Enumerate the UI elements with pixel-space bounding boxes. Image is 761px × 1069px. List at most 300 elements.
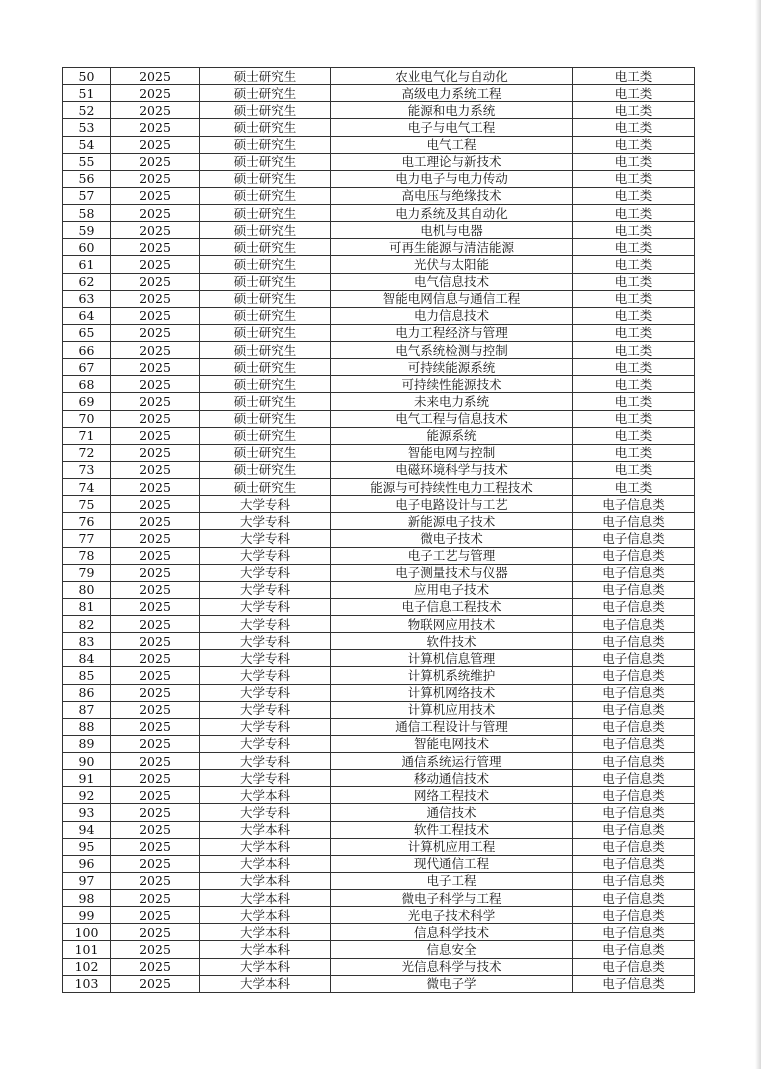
row-number-cell: 74 xyxy=(63,479,111,496)
major-name-cell: 网络工程技术 xyxy=(331,787,573,804)
table-row xyxy=(63,461,695,478)
major-category-cell: 电工类 xyxy=(573,239,695,256)
major-name-cell: 计算机网络技术 xyxy=(331,684,573,701)
major-name-cell: 电子测量技术与仪器 xyxy=(331,564,573,581)
year-cell: 2025 xyxy=(111,804,200,821)
major-name-cell: 计算机系统维护 xyxy=(331,667,573,684)
education-level-cell: 大学本科 xyxy=(200,907,331,924)
row-number-cell: 89 xyxy=(63,735,111,752)
year-cell: 2025 xyxy=(111,838,200,855)
row-number-cell: 97 xyxy=(63,872,111,889)
table-row xyxy=(63,924,695,941)
row-number-cell: 101 xyxy=(63,941,111,958)
major-category-cell: 电工类 xyxy=(573,444,695,461)
table-row xyxy=(63,290,695,307)
row-number-cell: 86 xyxy=(63,684,111,701)
row-number-cell: 82 xyxy=(63,616,111,633)
row-number-cell: 93 xyxy=(63,804,111,821)
row-number-cell: 59 xyxy=(63,222,111,239)
row-number-cell: 83 xyxy=(63,633,111,650)
education-level-cell: 硕士研究生 xyxy=(200,239,331,256)
major-category-cell: 电子信息类 xyxy=(573,907,695,924)
row-number-cell: 88 xyxy=(63,718,111,735)
table-row xyxy=(63,564,695,581)
year-cell: 2025 xyxy=(111,376,200,393)
row-number-cell: 92 xyxy=(63,787,111,804)
major-name-cell: 电力信息技术 xyxy=(331,307,573,324)
row-number-cell: 53 xyxy=(63,119,111,136)
education-level-cell: 大学本科 xyxy=(200,872,331,889)
major-category-cell: 电工类 xyxy=(573,307,695,324)
year-cell: 2025 xyxy=(111,170,200,187)
education-level-cell: 大学专科 xyxy=(200,667,331,684)
education-level-cell: 硕士研究生 xyxy=(200,359,331,376)
major-name-cell: 微电子学 xyxy=(331,975,573,992)
table-row xyxy=(63,975,695,992)
major-category-cell: 电子信息类 xyxy=(573,975,695,992)
table-row xyxy=(63,119,695,136)
row-number-cell: 78 xyxy=(63,547,111,564)
row-number-cell: 76 xyxy=(63,513,111,530)
year-cell: 2025 xyxy=(111,547,200,564)
majors-table xyxy=(62,67,695,993)
education-level-cell: 硕士研究生 xyxy=(200,427,331,444)
major-name-cell: 电气系统检测与控制 xyxy=(331,342,573,359)
major-category-cell: 电工类 xyxy=(573,273,695,290)
major-category-cell: 电子信息类 xyxy=(573,890,695,907)
row-number-cell: 87 xyxy=(63,701,111,718)
year-cell: 2025 xyxy=(111,393,200,410)
education-level-cell: 大学专科 xyxy=(200,616,331,633)
major-name-cell: 现代通信工程 xyxy=(331,855,573,872)
major-category-cell: 电工类 xyxy=(573,136,695,153)
table-row xyxy=(63,410,695,427)
major-name-cell: 电力电子与电力传动 xyxy=(331,170,573,187)
row-number-cell: 90 xyxy=(63,753,111,770)
education-level-cell: 硕士研究生 xyxy=(200,444,331,461)
major-category-cell: 电工类 xyxy=(573,170,695,187)
major-category-cell: 电工类 xyxy=(573,461,695,478)
education-level-cell: 大学本科 xyxy=(200,787,331,804)
row-number-cell: 65 xyxy=(63,324,111,341)
major-name-cell: 电子与电气工程 xyxy=(331,119,573,136)
table-row xyxy=(63,753,695,770)
row-number-cell: 71 xyxy=(63,427,111,444)
year-cell: 2025 xyxy=(111,359,200,376)
major-category-cell: 电子信息类 xyxy=(573,872,695,889)
education-level-cell: 大学专科 xyxy=(200,513,331,530)
year-cell: 2025 xyxy=(111,205,200,222)
year-cell: 2025 xyxy=(111,924,200,941)
year-cell: 2025 xyxy=(111,753,200,770)
table-row xyxy=(63,633,695,650)
row-number-cell: 68 xyxy=(63,376,111,393)
major-name-cell: 计算机应用工程 xyxy=(331,838,573,855)
row-number-cell: 55 xyxy=(63,153,111,170)
education-level-cell: 硕士研究生 xyxy=(200,153,331,170)
major-category-cell: 电子信息类 xyxy=(573,650,695,667)
education-level-cell: 大学本科 xyxy=(200,821,331,838)
major-category-cell: 电子信息类 xyxy=(573,924,695,941)
year-cell: 2025 xyxy=(111,958,200,975)
year-cell: 2025 xyxy=(111,684,200,701)
year-cell: 2025 xyxy=(111,427,200,444)
major-category-cell: 电工类 xyxy=(573,427,695,444)
table-row xyxy=(63,68,695,85)
year-cell: 2025 xyxy=(111,85,200,102)
year-cell: 2025 xyxy=(111,461,200,478)
table-row xyxy=(63,804,695,821)
major-category-cell: 电工类 xyxy=(573,290,695,307)
table-row xyxy=(63,359,695,376)
major-name-cell: 高级电力系统工程 xyxy=(331,85,573,102)
major-category-cell: 电子信息类 xyxy=(573,753,695,770)
table-row xyxy=(63,376,695,393)
table-row xyxy=(63,187,695,204)
education-level-cell: 大学专科 xyxy=(200,770,331,787)
row-number-cell: 60 xyxy=(63,239,111,256)
education-level-cell: 大学专科 xyxy=(200,530,331,547)
table-row xyxy=(63,872,695,889)
major-name-cell: 微电子技术 xyxy=(331,530,573,547)
major-category-cell: 电子信息类 xyxy=(573,547,695,564)
education-level-cell: 大学本科 xyxy=(200,924,331,941)
row-number-cell: 67 xyxy=(63,359,111,376)
row-number-cell: 91 xyxy=(63,770,111,787)
row-number-cell: 95 xyxy=(63,838,111,855)
page-edge-shadow xyxy=(755,0,761,1069)
year-cell: 2025 xyxy=(111,890,200,907)
major-name-cell: 能源与可持续性电力工程技术 xyxy=(331,479,573,496)
year-cell: 2025 xyxy=(111,855,200,872)
table-row xyxy=(63,941,695,958)
year-cell: 2025 xyxy=(111,136,200,153)
major-name-cell: 电工理论与新技术 xyxy=(331,153,573,170)
year-cell: 2025 xyxy=(111,787,200,804)
major-category-cell: 电子信息类 xyxy=(573,701,695,718)
education-level-cell: 硕士研究生 xyxy=(200,256,331,273)
year-cell: 2025 xyxy=(111,616,200,633)
major-category-cell: 电工类 xyxy=(573,85,695,102)
education-level-cell: 大学本科 xyxy=(200,890,331,907)
major-name-cell: 智能电网技术 xyxy=(331,735,573,752)
education-level-cell: 大学专科 xyxy=(200,598,331,615)
row-number-cell: 54 xyxy=(63,136,111,153)
row-number-cell: 63 xyxy=(63,290,111,307)
education-level-cell: 硕士研究生 xyxy=(200,376,331,393)
table-row xyxy=(63,256,695,273)
table-row xyxy=(63,958,695,975)
row-number-cell: 103 xyxy=(63,975,111,992)
row-number-cell: 94 xyxy=(63,821,111,838)
row-number-cell: 75 xyxy=(63,496,111,513)
table-row xyxy=(63,273,695,290)
major-category-cell: 电工类 xyxy=(573,68,695,85)
year-cell: 2025 xyxy=(111,564,200,581)
major-category-cell: 电子信息类 xyxy=(573,718,695,735)
year-cell: 2025 xyxy=(111,496,200,513)
year-cell: 2025 xyxy=(111,598,200,615)
education-level-cell: 硕士研究生 xyxy=(200,68,331,85)
year-cell: 2025 xyxy=(111,187,200,204)
education-level-cell: 硕士研究生 xyxy=(200,102,331,119)
table-row xyxy=(63,701,695,718)
education-level-cell: 大学专科 xyxy=(200,701,331,718)
year-cell: 2025 xyxy=(111,975,200,992)
major-name-cell: 新能源电子技术 xyxy=(331,513,573,530)
row-number-cell: 79 xyxy=(63,564,111,581)
major-category-cell: 电工类 xyxy=(573,410,695,427)
major-name-cell: 计算机应用技术 xyxy=(331,701,573,718)
table-row xyxy=(63,735,695,752)
major-name-cell: 物联网应用技术 xyxy=(331,616,573,633)
education-level-cell: 硕士研究生 xyxy=(200,307,331,324)
row-number-cell: 72 xyxy=(63,444,111,461)
major-category-cell: 电工类 xyxy=(573,222,695,239)
year-cell: 2025 xyxy=(111,307,200,324)
year-cell: 2025 xyxy=(111,273,200,290)
table-row xyxy=(63,667,695,684)
major-category-cell: 电子信息类 xyxy=(573,513,695,530)
year-cell: 2025 xyxy=(111,444,200,461)
row-number-cell: 62 xyxy=(63,273,111,290)
row-number-cell: 99 xyxy=(63,907,111,924)
major-name-cell: 光信息科学与技术 xyxy=(331,958,573,975)
major-category-cell: 电子信息类 xyxy=(573,735,695,752)
major-category-cell: 电工类 xyxy=(573,342,695,359)
major-category-cell: 电工类 xyxy=(573,102,695,119)
table-row xyxy=(63,838,695,855)
major-category-cell: 电工类 xyxy=(573,153,695,170)
education-level-cell: 大学专科 xyxy=(200,804,331,821)
row-number-cell: 84 xyxy=(63,650,111,667)
education-level-cell: 大学专科 xyxy=(200,496,331,513)
table-row xyxy=(63,770,695,787)
major-category-cell: 电子信息类 xyxy=(573,838,695,855)
table-row xyxy=(63,547,695,564)
major-name-cell: 电磁环境科学与技术 xyxy=(331,461,573,478)
row-number-cell: 70 xyxy=(63,410,111,427)
education-level-cell: 硕士研究生 xyxy=(200,136,331,153)
major-category-cell: 电子信息类 xyxy=(573,530,695,547)
major-name-cell: 电子信息工程技术 xyxy=(331,598,573,615)
majors-table-body xyxy=(63,68,695,993)
table-row xyxy=(63,598,695,615)
row-number-cell: 100 xyxy=(63,924,111,941)
year-cell: 2025 xyxy=(111,735,200,752)
major-category-cell: 电子信息类 xyxy=(573,821,695,838)
year-cell: 2025 xyxy=(111,581,200,598)
major-name-cell: 电气工程与信息技术 xyxy=(331,410,573,427)
major-category-cell: 电子信息类 xyxy=(573,616,695,633)
table-row xyxy=(63,324,695,341)
year-cell: 2025 xyxy=(111,530,200,547)
major-category-cell: 电工类 xyxy=(573,187,695,204)
major-category-cell: 电子信息类 xyxy=(573,633,695,650)
table-row xyxy=(63,821,695,838)
education-level-cell: 大学本科 xyxy=(200,975,331,992)
major-name-cell: 通信技术 xyxy=(331,804,573,821)
year-cell: 2025 xyxy=(111,256,200,273)
table-row xyxy=(63,650,695,667)
major-category-cell: 电工类 xyxy=(573,359,695,376)
major-name-cell: 可持续性能源技术 xyxy=(331,376,573,393)
major-name-cell: 计算机信息管理 xyxy=(331,650,573,667)
major-name-cell: 光电子技术科学 xyxy=(331,907,573,924)
table-row xyxy=(63,239,695,256)
year-cell: 2025 xyxy=(111,102,200,119)
row-number-cell: 98 xyxy=(63,890,111,907)
table-row xyxy=(63,718,695,735)
table-row xyxy=(63,855,695,872)
education-level-cell: 大学专科 xyxy=(200,547,331,564)
row-number-cell: 61 xyxy=(63,256,111,273)
table-row xyxy=(63,205,695,222)
year-cell: 2025 xyxy=(111,770,200,787)
education-level-cell: 硕士研究生 xyxy=(200,461,331,478)
row-number-cell: 77 xyxy=(63,530,111,547)
major-category-cell: 电工类 xyxy=(573,376,695,393)
major-name-cell: 电子工艺与管理 xyxy=(331,547,573,564)
major-category-cell: 电工类 xyxy=(573,479,695,496)
education-level-cell: 大学专科 xyxy=(200,735,331,752)
table-row xyxy=(63,393,695,410)
education-level-cell: 硕士研究生 xyxy=(200,85,331,102)
year-cell: 2025 xyxy=(111,290,200,307)
education-level-cell: 大学专科 xyxy=(200,753,331,770)
table-row xyxy=(63,513,695,530)
row-number-cell: 64 xyxy=(63,307,111,324)
row-number-cell: 69 xyxy=(63,393,111,410)
row-number-cell: 56 xyxy=(63,170,111,187)
row-number-cell: 58 xyxy=(63,205,111,222)
row-number-cell: 102 xyxy=(63,958,111,975)
major-name-cell: 信息科学技术 xyxy=(331,924,573,941)
year-cell: 2025 xyxy=(111,324,200,341)
table-row xyxy=(63,479,695,496)
major-name-cell: 软件工程技术 xyxy=(331,821,573,838)
education-level-cell: 硕士研究生 xyxy=(200,290,331,307)
major-name-cell: 微电子科学与工程 xyxy=(331,890,573,907)
year-cell: 2025 xyxy=(111,222,200,239)
major-category-cell: 电子信息类 xyxy=(573,787,695,804)
year-cell: 2025 xyxy=(111,513,200,530)
table-row xyxy=(63,136,695,153)
education-level-cell: 大学本科 xyxy=(200,838,331,855)
year-cell: 2025 xyxy=(111,701,200,718)
major-name-cell: 软件技术 xyxy=(331,633,573,650)
education-level-cell: 大学本科 xyxy=(200,941,331,958)
education-level-cell: 硕士研究生 xyxy=(200,119,331,136)
major-category-cell: 电工类 xyxy=(573,324,695,341)
major-name-cell: 智能电网信息与通信工程 xyxy=(331,290,573,307)
year-cell: 2025 xyxy=(111,342,200,359)
table-row xyxy=(63,890,695,907)
education-level-cell: 大学专科 xyxy=(200,564,331,581)
major-name-cell: 电力系统及其自动化 xyxy=(331,205,573,222)
major-name-cell: 智能电网与控制 xyxy=(331,444,573,461)
major-name-cell: 农业电气化与自动化 xyxy=(331,68,573,85)
year-cell: 2025 xyxy=(111,479,200,496)
major-name-cell: 电子工程 xyxy=(331,872,573,889)
row-number-cell: 81 xyxy=(63,598,111,615)
major-name-cell: 电机与电器 xyxy=(331,222,573,239)
row-number-cell: 80 xyxy=(63,581,111,598)
major-category-cell: 电子信息类 xyxy=(573,564,695,581)
major-category-cell: 电工类 xyxy=(573,205,695,222)
table-row xyxy=(63,787,695,804)
major-name-cell: 电气信息技术 xyxy=(331,273,573,290)
year-cell: 2025 xyxy=(111,872,200,889)
row-number-cell: 96 xyxy=(63,855,111,872)
table-row xyxy=(63,496,695,513)
year-cell: 2025 xyxy=(111,239,200,256)
table-row xyxy=(63,616,695,633)
major-category-cell: 电工类 xyxy=(573,119,695,136)
education-level-cell: 硕士研究生 xyxy=(200,170,331,187)
year-cell: 2025 xyxy=(111,68,200,85)
major-name-cell: 能源系统 xyxy=(331,427,573,444)
major-name-cell: 可再生能源与清洁能源 xyxy=(331,239,573,256)
row-number-cell: 50 xyxy=(63,68,111,85)
major-name-cell: 电气工程 xyxy=(331,136,573,153)
major-name-cell: 光伏与太阳能 xyxy=(331,256,573,273)
table-row xyxy=(63,102,695,119)
education-level-cell: 大学专科 xyxy=(200,650,331,667)
education-level-cell: 大学专科 xyxy=(200,684,331,701)
education-level-cell: 硕士研究生 xyxy=(200,342,331,359)
year-cell: 2025 xyxy=(111,718,200,735)
education-level-cell: 大学专科 xyxy=(200,581,331,598)
education-level-cell: 硕士研究生 xyxy=(200,222,331,239)
major-category-cell: 电子信息类 xyxy=(573,667,695,684)
major-name-cell: 高电压与绝缘技术 xyxy=(331,187,573,204)
year-cell: 2025 xyxy=(111,650,200,667)
major-category-cell: 电子信息类 xyxy=(573,581,695,598)
row-number-cell: 66 xyxy=(63,342,111,359)
year-cell: 2025 xyxy=(111,941,200,958)
education-level-cell: 大学专科 xyxy=(200,718,331,735)
major-category-cell: 电子信息类 xyxy=(573,804,695,821)
year-cell: 2025 xyxy=(111,119,200,136)
major-name-cell: 通信系统运行管理 xyxy=(331,753,573,770)
major-category-cell: 电子信息类 xyxy=(573,598,695,615)
row-number-cell: 85 xyxy=(63,667,111,684)
major-name-cell: 移动通信技术 xyxy=(331,770,573,787)
education-level-cell: 硕士研究生 xyxy=(200,410,331,427)
major-category-cell: 电工类 xyxy=(573,393,695,410)
year-cell: 2025 xyxy=(111,907,200,924)
education-level-cell: 硕士研究生 xyxy=(200,273,331,290)
table-row xyxy=(63,907,695,924)
major-category-cell: 电子信息类 xyxy=(573,941,695,958)
education-level-cell: 硕士研究生 xyxy=(200,479,331,496)
major-name-cell: 通信工程设计与管理 xyxy=(331,718,573,735)
table-row xyxy=(63,170,695,187)
major-category-cell: 电工类 xyxy=(573,256,695,273)
major-category-cell: 电子信息类 xyxy=(573,496,695,513)
major-name-cell: 信息安全 xyxy=(331,941,573,958)
major-name-cell: 电子电路设计与工艺 xyxy=(331,496,573,513)
major-name-cell: 可持续能源系统 xyxy=(331,359,573,376)
table-row xyxy=(63,444,695,461)
major-category-cell: 电子信息类 xyxy=(573,958,695,975)
major-category-cell: 电子信息类 xyxy=(573,855,695,872)
education-level-cell: 硕士研究生 xyxy=(200,205,331,222)
table-row xyxy=(63,153,695,170)
row-number-cell: 52 xyxy=(63,102,111,119)
year-cell: 2025 xyxy=(111,633,200,650)
